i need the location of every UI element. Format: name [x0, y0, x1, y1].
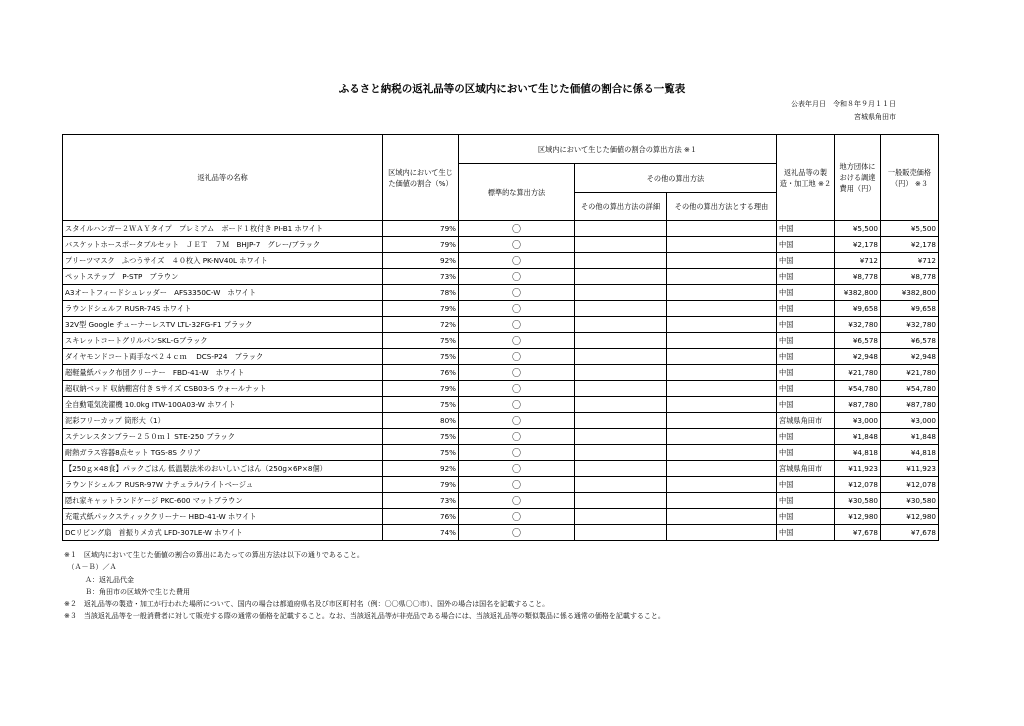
- row-local-cost: ¥6,578: [835, 333, 881, 349]
- row-place: 中国: [777, 285, 835, 301]
- row-retail-price: ¥54,780: [881, 381, 939, 397]
- row-place: 中国: [777, 349, 835, 365]
- row-local-cost: ¥21,780: [835, 365, 881, 381]
- row-ratio: 92%: [383, 461, 459, 477]
- table-row: [63, 381, 939, 397]
- table-row: [63, 285, 939, 301]
- row-place: 中国: [777, 269, 835, 285]
- row-retail-price: ¥5,500: [881, 221, 939, 237]
- row-other-detail: [575, 461, 667, 477]
- row-retail-price: ¥1,848: [881, 429, 939, 445]
- row-name: DCリビング扇 首振りメカ式 LFD-307LE-W ホワイト: [63, 525, 383, 541]
- row-other-detail: [575, 301, 667, 317]
- footnote-a: Ａ：返礼品代金: [64, 575, 134, 584]
- row-place: 中国: [777, 237, 835, 253]
- row-ratio: 79%: [383, 477, 459, 493]
- row-place: 中国: [777, 365, 835, 381]
- table-row: [63, 237, 939, 253]
- row-standard-method: 〇: [459, 413, 575, 429]
- row-name: 泥彩フリーカップ 筒形大（1）: [63, 413, 383, 429]
- table-row: [63, 221, 939, 237]
- row-standard-method: 〇: [459, 333, 575, 349]
- row-other-reason: [667, 397, 777, 413]
- row-other-detail: [575, 381, 667, 397]
- row-other-reason: [667, 381, 777, 397]
- row-name: 【250ｇ×48食】パックごはん 低温製法米のおいしいごはん（250g×6P×8個）: [63, 461, 383, 477]
- row-ratio: 78%: [383, 285, 459, 301]
- row-standard-method: 〇: [459, 445, 575, 461]
- returns-table: [62, 134, 939, 541]
- table-row: [63, 445, 939, 461]
- row-other-reason: [667, 461, 777, 477]
- row-other-detail: [575, 237, 667, 253]
- row-other-reason: [667, 429, 777, 445]
- row-retail-price: ¥382,800: [881, 285, 939, 301]
- row-local-cost: ¥382,800: [835, 285, 881, 301]
- table-row: [63, 397, 939, 413]
- row-other-detail: [575, 445, 667, 461]
- row-standard-method: 〇: [459, 477, 575, 493]
- municipality-name: 宮城県角田市: [854, 113, 896, 121]
- row-other-detail: [575, 413, 667, 429]
- row-name: A3オートフィードシュレッダー AFS3350C-W ホワイト: [63, 285, 383, 301]
- row-ratio: 74%: [383, 525, 459, 541]
- row-other-detail: [575, 269, 667, 285]
- row-ratio: 79%: [383, 237, 459, 253]
- row-ratio: 92%: [383, 253, 459, 269]
- row-name: ダイヤモンドコート両手なべ２４ｃｍ DCS-P24 ブラック: [63, 349, 383, 365]
- row-retail-price: ¥4,818: [881, 445, 939, 461]
- row-place: 中国: [777, 253, 835, 269]
- row-other-reason: [667, 237, 777, 253]
- row-retail-price: ¥2,948: [881, 349, 939, 365]
- row-local-cost: ¥1,848: [835, 429, 881, 445]
- row-retail-price: ¥87,780: [881, 397, 939, 413]
- row-place: 宮城県角田市: [777, 461, 835, 477]
- row-other-detail: [575, 525, 667, 541]
- row-other-reason: [667, 349, 777, 365]
- row-other-detail: [575, 493, 667, 509]
- row-standard-method: 〇: [459, 365, 575, 381]
- table-row: [63, 477, 939, 493]
- row-name: 超軽量紙パック布団クリーナー FBD-41-W ホワイト: [63, 365, 383, 381]
- row-other-detail: [575, 509, 667, 525]
- row-other-reason: [667, 221, 777, 237]
- row-standard-method: 〇: [459, 317, 575, 333]
- row-name: ラウンドシェルフ RUSR-74S ホワイト: [63, 301, 383, 317]
- row-place: 中国: [777, 509, 835, 525]
- row-place: 中国: [777, 493, 835, 509]
- row-place: 中国: [777, 317, 835, 333]
- row-ratio: 75%: [383, 397, 459, 413]
- row-other-reason: [667, 365, 777, 381]
- header-method-group: 区域内において生じた価値の割合の算出方法 ※１: [459, 135, 777, 164]
- row-standard-method: 〇: [459, 525, 575, 541]
- publication-date: 公表年月日 令和８年９月１１日: [791, 100, 896, 108]
- row-standard-method: 〇: [459, 493, 575, 509]
- header-ratio: 区域内において生じた価値の割合（%）: [383, 135, 459, 221]
- row-standard-method: 〇: [459, 429, 575, 445]
- header-other-detail: その他の算出方法の詳細: [575, 193, 667, 221]
- row-local-cost: ¥2,948: [835, 349, 881, 365]
- row-retail-price: ¥7,678: [881, 525, 939, 541]
- row-other-reason: [667, 509, 777, 525]
- row-local-cost: ¥11,923: [835, 461, 881, 477]
- row-standard-method: 〇: [459, 237, 575, 253]
- table-row: [63, 349, 939, 365]
- row-retail-price: ¥12,078: [881, 477, 939, 493]
- row-retail-price: ¥712: [881, 253, 939, 269]
- row-name: ペットステップ P-STP ブラウン: [63, 269, 383, 285]
- row-name: 隠れ家キャットランドケージ PKC-600 マットブラウン: [63, 493, 383, 509]
- row-other-reason: [667, 477, 777, 493]
- row-ratio: 80%: [383, 413, 459, 429]
- row-local-cost: ¥7,678: [835, 525, 881, 541]
- row-name: スタイルハンガー２ＷＡＹタイプ プレミアム ボード１枚付き PI-B1 ホワイト: [63, 221, 383, 237]
- table-row: [63, 269, 939, 285]
- row-local-cost: ¥32,780: [835, 317, 881, 333]
- row-local-cost: ¥8,778: [835, 269, 881, 285]
- row-retail-price: ¥8,778: [881, 269, 939, 285]
- row-name: バスケットホースポータブルセット ＪＥＴ ７Ｍ BHJP-7 グレー/ブラック: [63, 237, 383, 253]
- row-ratio: 75%: [383, 349, 459, 365]
- row-standard-method: 〇: [459, 461, 575, 477]
- row-other-detail: [575, 429, 667, 445]
- table-row: [63, 301, 939, 317]
- row-ratio: 75%: [383, 429, 459, 445]
- footnotes: [64, 549, 665, 623]
- row-place: 中国: [777, 477, 835, 493]
- row-place: 中国: [777, 221, 835, 237]
- row-other-reason: [667, 445, 777, 461]
- row-local-cost: ¥9,658: [835, 301, 881, 317]
- row-local-cost: ¥3,000: [835, 413, 881, 429]
- row-other-reason: [667, 269, 777, 285]
- row-ratio: 72%: [383, 317, 459, 333]
- row-name: 充電式紙パックスティッククリーナー HBD-41-W ホワイト: [63, 509, 383, 525]
- row-other-detail: [575, 333, 667, 349]
- row-place: 中国: [777, 525, 835, 541]
- row-other-reason: [667, 253, 777, 269]
- row-standard-method: 〇: [459, 269, 575, 285]
- row-other-reason: [667, 317, 777, 333]
- table-row: [63, 429, 939, 445]
- row-place: 宮城県角田市: [777, 413, 835, 429]
- row-other-detail: [575, 365, 667, 381]
- row-retail-price: ¥6,578: [881, 333, 939, 349]
- footnote-formula: （Ａ－Ｂ）／Ａ: [64, 563, 117, 572]
- row-ratio: 75%: [383, 445, 459, 461]
- row-local-cost: ¥5,500: [835, 221, 881, 237]
- row-other-reason: [667, 333, 777, 349]
- header-retail: 一般販売価格（円） ※３: [881, 135, 939, 221]
- row-local-cost: ¥54,780: [835, 381, 881, 397]
- row-other-reason: [667, 413, 777, 429]
- row-standard-method: 〇: [459, 509, 575, 525]
- header-place: 返礼品等の製造・加工地 ※２: [777, 135, 835, 221]
- row-standard-method: 〇: [459, 397, 575, 413]
- row-other-detail: [575, 221, 667, 237]
- row-ratio: 79%: [383, 221, 459, 237]
- row-retail-price: ¥12,980: [881, 509, 939, 525]
- header-local-cost: 地方団体における調達費用（円）: [835, 135, 881, 221]
- footnote-3: ※３ 当該返礼品等を一般消費者に対して販売する際の通常の価格を記載すること。なお、当該返礼品等が非売品である場合には、当該返礼品等の類似製品に係る通常の価格を記載すること。: [64, 612, 665, 621]
- row-other-detail: [575, 397, 667, 413]
- table-row: [63, 461, 939, 477]
- row-ratio: 76%: [383, 365, 459, 381]
- row-ratio: 75%: [383, 333, 459, 349]
- row-retail-price: ¥3,000: [881, 413, 939, 429]
- table-row: [63, 413, 939, 429]
- row-retail-price: ¥2,178: [881, 237, 939, 253]
- row-other-reason: [667, 525, 777, 541]
- table-row: [63, 253, 939, 269]
- row-name: 全自動電気洗濯機 10.0kg ITW-100A03-W ホワイト: [63, 397, 383, 413]
- row-name: 超収納ベッド 収納棚宮付き Sサイズ CSB03-S ウォールナット: [63, 381, 383, 397]
- row-name: ラウンドシェルフ RUSR-97W ナチュラル/ライトベージュ: [63, 477, 383, 493]
- row-ratio: 76%: [383, 509, 459, 525]
- table-row: [63, 509, 939, 525]
- row-place: 中国: [777, 445, 835, 461]
- row-local-cost: ¥2,178: [835, 237, 881, 253]
- row-other-reason: [667, 301, 777, 317]
- table-row: [63, 493, 939, 509]
- header-standard: 標準的な算出方法: [459, 164, 575, 221]
- row-name: プリーツマスク ふつうサイズ ４０枚入 PK-NV40L ホワイト: [63, 253, 383, 269]
- row-other-detail: [575, 253, 667, 269]
- row-name: スキレットコートグリルパンSKL-Gブラック: [63, 333, 383, 349]
- row-other-reason: [667, 285, 777, 301]
- footnote-b: Ｂ：角田市の区域外で生じた費用: [64, 587, 190, 596]
- row-standard-method: 〇: [459, 253, 575, 269]
- row-local-cost: ¥30,580: [835, 493, 881, 509]
- row-retail-price: ¥11,923: [881, 461, 939, 477]
- row-standard-method: 〇: [459, 285, 575, 301]
- row-name: 耐熱ガラス容器8点セット TGS-8S クリア: [63, 445, 383, 461]
- row-local-cost: ¥4,818: [835, 445, 881, 461]
- row-retail-price: ¥21,780: [881, 365, 939, 381]
- page-title: ふるさと納税の返礼品等の区域内において生じた価値の割合に係る一覧表: [338, 83, 686, 95]
- table-row: [63, 365, 939, 381]
- row-ratio: 79%: [383, 301, 459, 317]
- row-place: 中国: [777, 301, 835, 317]
- row-local-cost: ¥87,780: [835, 397, 881, 413]
- row-retail-price: ¥30,580: [881, 493, 939, 509]
- row-retail-price: ¥32,780: [881, 317, 939, 333]
- row-place: 中国: [777, 397, 835, 413]
- row-other-detail: [575, 477, 667, 493]
- row-local-cost: ¥12,078: [835, 477, 881, 493]
- header-other-reason: その他の算出方法とする理由: [667, 193, 777, 221]
- row-name: 32V型 Google チューナーレスTV LTL-32FG-F1 ブラック: [63, 317, 383, 333]
- row-other-detail: [575, 349, 667, 365]
- header-name: 返礼品等の名称: [63, 135, 383, 221]
- row-name: ステンレスタンブラー２５０ｍｌ STE-250 ブラック: [63, 429, 383, 445]
- row-standard-method: 〇: [459, 381, 575, 397]
- footnote-2: ※２ 返礼品等の製造・加工が行われた場所について、国内の場合は都道府県名及び市区町村名（例：〇〇県〇〇市）、国外の場合は国名を記載すること。: [64, 600, 550, 609]
- row-standard-method: 〇: [459, 349, 575, 365]
- table-row: [63, 333, 939, 349]
- table-row: [63, 317, 939, 333]
- row-place: 中国: [777, 381, 835, 397]
- row-place: 中国: [777, 333, 835, 349]
- row-local-cost: ¥712: [835, 253, 881, 269]
- row-ratio: 73%: [383, 269, 459, 285]
- row-local-cost: ¥12,980: [835, 509, 881, 525]
- row-other-reason: [667, 493, 777, 509]
- row-ratio: 79%: [383, 381, 459, 397]
- row-place: 中国: [777, 429, 835, 445]
- row-retail-price: ¥9,658: [881, 301, 939, 317]
- row-standard-method: 〇: [459, 221, 575, 237]
- row-standard-method: 〇: [459, 301, 575, 317]
- row-other-detail: [575, 285, 667, 301]
- table-row: [63, 525, 939, 541]
- footnote-1: ※１ 区域内において生じた価値の割合の算出にあたっての算出方法は以下の通りであること。: [64, 551, 364, 559]
- row-ratio: 73%: [383, 493, 459, 509]
- row-other-detail: [575, 317, 667, 333]
- header-other-group: その他の算出方法: [575, 164, 777, 193]
